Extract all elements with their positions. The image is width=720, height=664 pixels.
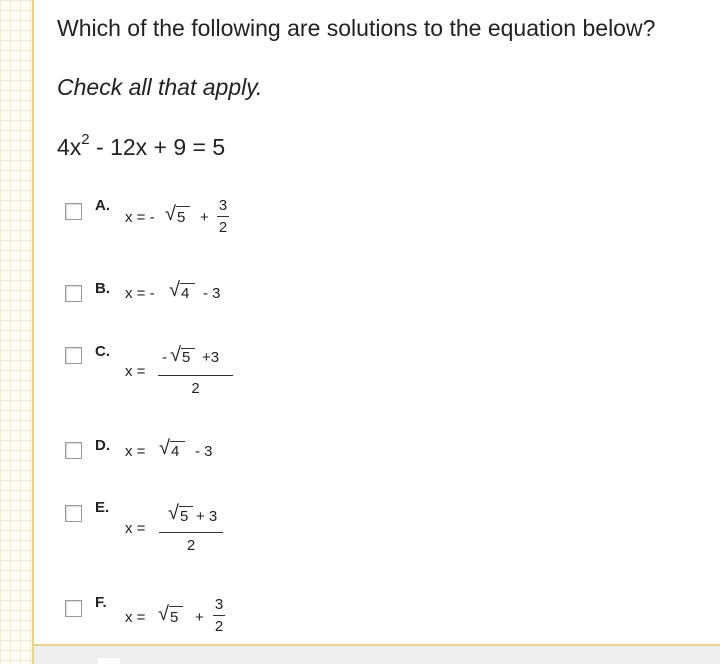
checkbox-f-icon[interactable]	[65, 600, 82, 617]
lhs: x =	[125, 363, 146, 380]
checkbox-b-icon[interactable]	[65, 285, 82, 302]
fraction-bar	[159, 532, 223, 533]
lhs: x = -	[125, 209, 155, 226]
choice-letter: F.	[95, 594, 107, 611]
square-root-icon: √	[169, 279, 180, 301]
choice-d-math	[125, 437, 265, 467]
radicand: 4	[171, 443, 180, 460]
square-root-icon: √	[159, 437, 170, 459]
operator: +	[195, 609, 204, 626]
numerator-tail: +3	[202, 349, 220, 366]
radical-bar	[169, 606, 183, 607]
checkbox-c-icon[interactable]	[65, 347, 82, 364]
equation-lead: 4x	[57, 134, 82, 160]
square-root-icon: √	[170, 344, 181, 366]
tail: - 3	[195, 443, 213, 460]
fraction-numerator: 3	[218, 197, 228, 214]
square-root-icon: √	[168, 502, 179, 524]
question-instruction: Check all that apply.	[57, 74, 263, 100]
question-text: Which of the following are solutions to the equation below?	[57, 15, 656, 41]
choice-b-math	[125, 280, 265, 310]
checkbox-e-icon[interactable]	[65, 505, 82, 522]
equation-rest: - 12x + 9 = 5	[89, 134, 226, 160]
fraction-denominator: 2	[218, 219, 228, 236]
choice-letter: C.	[95, 343, 110, 360]
checkbox-a-icon[interactable]	[65, 203, 82, 220]
radicand: 5	[177, 209, 186, 226]
lhs: x = -	[125, 285, 155, 302]
fraction-bar	[158, 375, 233, 376]
lhs: x =	[125, 520, 146, 537]
operator: +	[200, 209, 209, 226]
fraction-bar	[213, 615, 225, 616]
lhs: x =	[125, 443, 146, 460]
choice-c-math	[125, 343, 285, 403]
fraction-denominator: 2	[214, 618, 224, 635]
left-decorative-rail	[0, 0, 32, 664]
radical-bar	[176, 206, 190, 207]
fraction-numerator: 3	[214, 596, 224, 613]
fraction-denominator: 2	[191, 380, 200, 397]
bottom-bar-tab	[98, 658, 120, 664]
numerator-tail: + 3	[196, 508, 218, 525]
radical-bar	[179, 506, 193, 507]
radicand: 5	[180, 508, 189, 525]
choice-a-math	[125, 197, 265, 247]
checkbox-d-icon[interactable]	[65, 442, 82, 459]
square-root-icon: √	[158, 603, 169, 625]
radical-bar	[170, 441, 185, 442]
lhs: x =	[125, 609, 146, 626]
choice-letter: D.	[95, 437, 110, 454]
square-root-icon: √	[165, 203, 176, 225]
numerator-sign: -	[162, 349, 167, 366]
fraction-bar	[217, 216, 229, 217]
tail: - 3	[203, 285, 221, 302]
question-equation	[57, 131, 226, 161]
equation-exponent: 2	[81, 131, 90, 148]
choice-letter: A.	[95, 197, 110, 214]
fraction-denominator: 2	[186, 537, 196, 554]
radical-bar	[180, 283, 195, 284]
choice-letter: B.	[95, 280, 110, 297]
left-border-line	[32, 0, 34, 664]
choice-f-math	[125, 594, 265, 644]
radicand: 5	[182, 349, 191, 366]
radicand: 4	[181, 285, 190, 302]
bottom-bar	[34, 644, 720, 664]
radicand: 5	[170, 609, 179, 626]
choice-letter: E.	[95, 499, 110, 516]
choice-e-math	[125, 499, 285, 559]
